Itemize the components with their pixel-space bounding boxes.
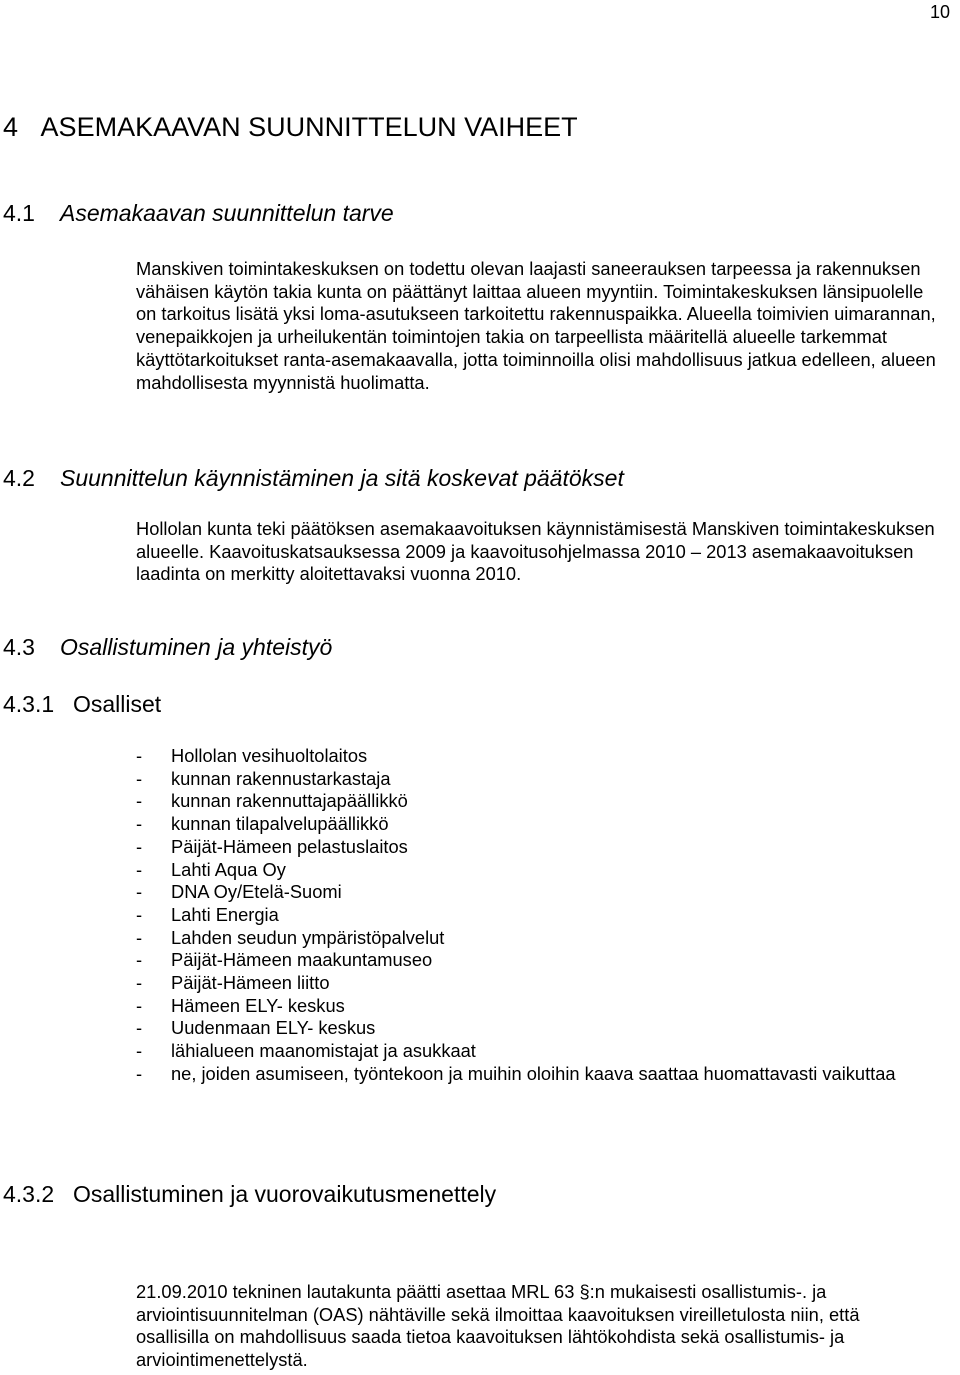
list-item [136,995,896,1018]
list-item [136,1017,896,1040]
list-item-text: kunnan rakennustarkastaja [171,767,391,789]
chapter-heading [3,112,578,143]
list-item-text: Hollolan vesihuoltolaitos [171,745,368,766]
list-bullet: - [136,835,143,857]
section-heading-4-3 [3,634,332,661]
list-item-text: ne, joiden asumiseen, työntekoon ja muihin oloihin kaava saattaa huomattavasti vaikuttaa [171,1062,896,1084]
list-item-text: DNA Oy/Etelä-Suomi [171,881,342,903]
section-number: 4.2 [3,465,35,491]
list-item-text: Lahti Aqua Oy [171,858,286,880]
list-bullet: - [136,881,143,903]
list-bullet: - [136,972,143,994]
list-item-text: Päijät-Hämeen liitto [171,972,330,994]
list-bullet: - [136,813,143,835]
page-number: 10 [929,2,950,22]
list-bullet: - [136,926,143,948]
list-bullet: - [136,767,143,789]
stakeholder-list [136,745,896,1086]
list-item [136,949,896,972]
subsection-heading-4-3-2 [3,1181,496,1208]
list-item [136,1063,896,1086]
paragraph-text: Hollolan kunta teki päätöksen asemakaavoituksen käynnistämisestä Manskiven toimintakeskuksen alueelle. Kaavoituskatsauksessa 2009 ja kaavoitusohjelmassa 2010 – 2013 asemakaavoituksen laadinta on merkitty aloitettavaksi vuonna 2010. [136,518,935,585]
list-item [136,768,896,791]
list-item [136,790,896,813]
list-item-text: Päijät-Hämeen pelastuslaitos [171,835,408,857]
list-item-text: Lahden seudun ympäristöpalvelut [171,926,445,948]
list-item [136,745,896,768]
list-item [136,904,896,927]
section-heading-4-2 [3,465,624,492]
list-item-text: Lahti Energia [171,903,279,925]
list-item [136,881,896,904]
section-4-3-2-paragraph [136,1281,936,1372]
list-bullet: - [136,994,143,1016]
section-number: 4.3 [3,634,35,660]
chapter-title: ASEMAKAAVAN SUUNNITTELUN VAIHEET [40,112,578,142]
section-4-1-paragraph [136,258,936,394]
list-item-text: lähialueen maanomistajat ja asukkaat [171,1040,476,1062]
list-item [136,836,896,859]
subsection-number: 4.3.1 [3,691,55,717]
list-item [136,1040,896,1063]
list-item [136,859,896,882]
list-item [136,927,896,950]
list-bullet: - [136,1062,143,1084]
subsection-title: Osallistuminen ja vuorovaikutusmenettely [73,1181,497,1207]
list-item-text: Hämeen ELY- keskus [171,994,345,1016]
section-title: Asemakaavan suunnittelun tarve [60,200,394,226]
section-title: Suunnittelun käynnistäminen ja sitä koskevat päätökset [60,465,624,491]
list-bullet: - [136,1017,143,1039]
list-bullet: - [136,1040,143,1062]
subsection-title: Osalliset [73,691,162,717]
section-number: 4.1 [3,200,35,226]
list-item [136,972,896,995]
section-heading-4-1 [3,200,394,227]
list-bullet: - [136,903,143,925]
section-title: Osallistuminen ja yhteistyö [60,634,333,660]
list-item-text: Päijät-Hämeen maakuntamuseo [171,949,433,971]
section-4-2-paragraph [136,518,936,586]
list-item-text: Uudenmaan ELY- keskus [171,1017,376,1039]
paragraph-text: Manskiven toimintakeskuksen on todettu olevan laajasti saneerauksen tarpeessa ja rakennuksen vähäisen käytön takia kunta on päättänyt laittaa alueen myyntiin. Toimintakeskuksen länsipuolelle on tarkoitus lisätä yksi loma-asutukseen tarkoitettu rakennuspaikka. Alueella toimivien uimarannan, venepaikkojen ja urheilukentän toimintojen takia on tarpeellista määritellä alueelle tarkemmat käyttötarkoitukset ranta-asemakaavalla, jotta toiminnoilla olisi mahdollisuus jatkua edelleen, alueen mahdollisesta myynnistä huolimatta. [136,258,936,393]
list-item-text: kunnan rakennuttajapäällikkö [171,790,408,812]
list-item-text: kunnan tilapalvelupäällikkö [171,813,389,835]
paragraph-text: 21.09.2010 tekninen lautakunta päätti asettaa MRL 63 §:n mukaisesti osallistumis-. ja arviointisuunnitelman (OAS) nähtäville sekä ilmoittaa kaavoituksen vireilletulosta niin, että osallisilla on mahdollisuus saada tietoa kaavoituksen lähtökohdista sekä osallistumis- ja arviointimenettelystä. [136,1281,860,1371]
list-item [136,813,896,836]
list-bullet: - [136,790,143,812]
chapter-number: 4 [3,112,19,142]
subsection-heading-4-3-1 [3,691,161,718]
list-bullet: - [136,858,143,880]
list-bullet: - [136,745,143,766]
list-bullet: - [136,949,143,971]
subsection-number: 4.3.2 [3,1181,55,1207]
